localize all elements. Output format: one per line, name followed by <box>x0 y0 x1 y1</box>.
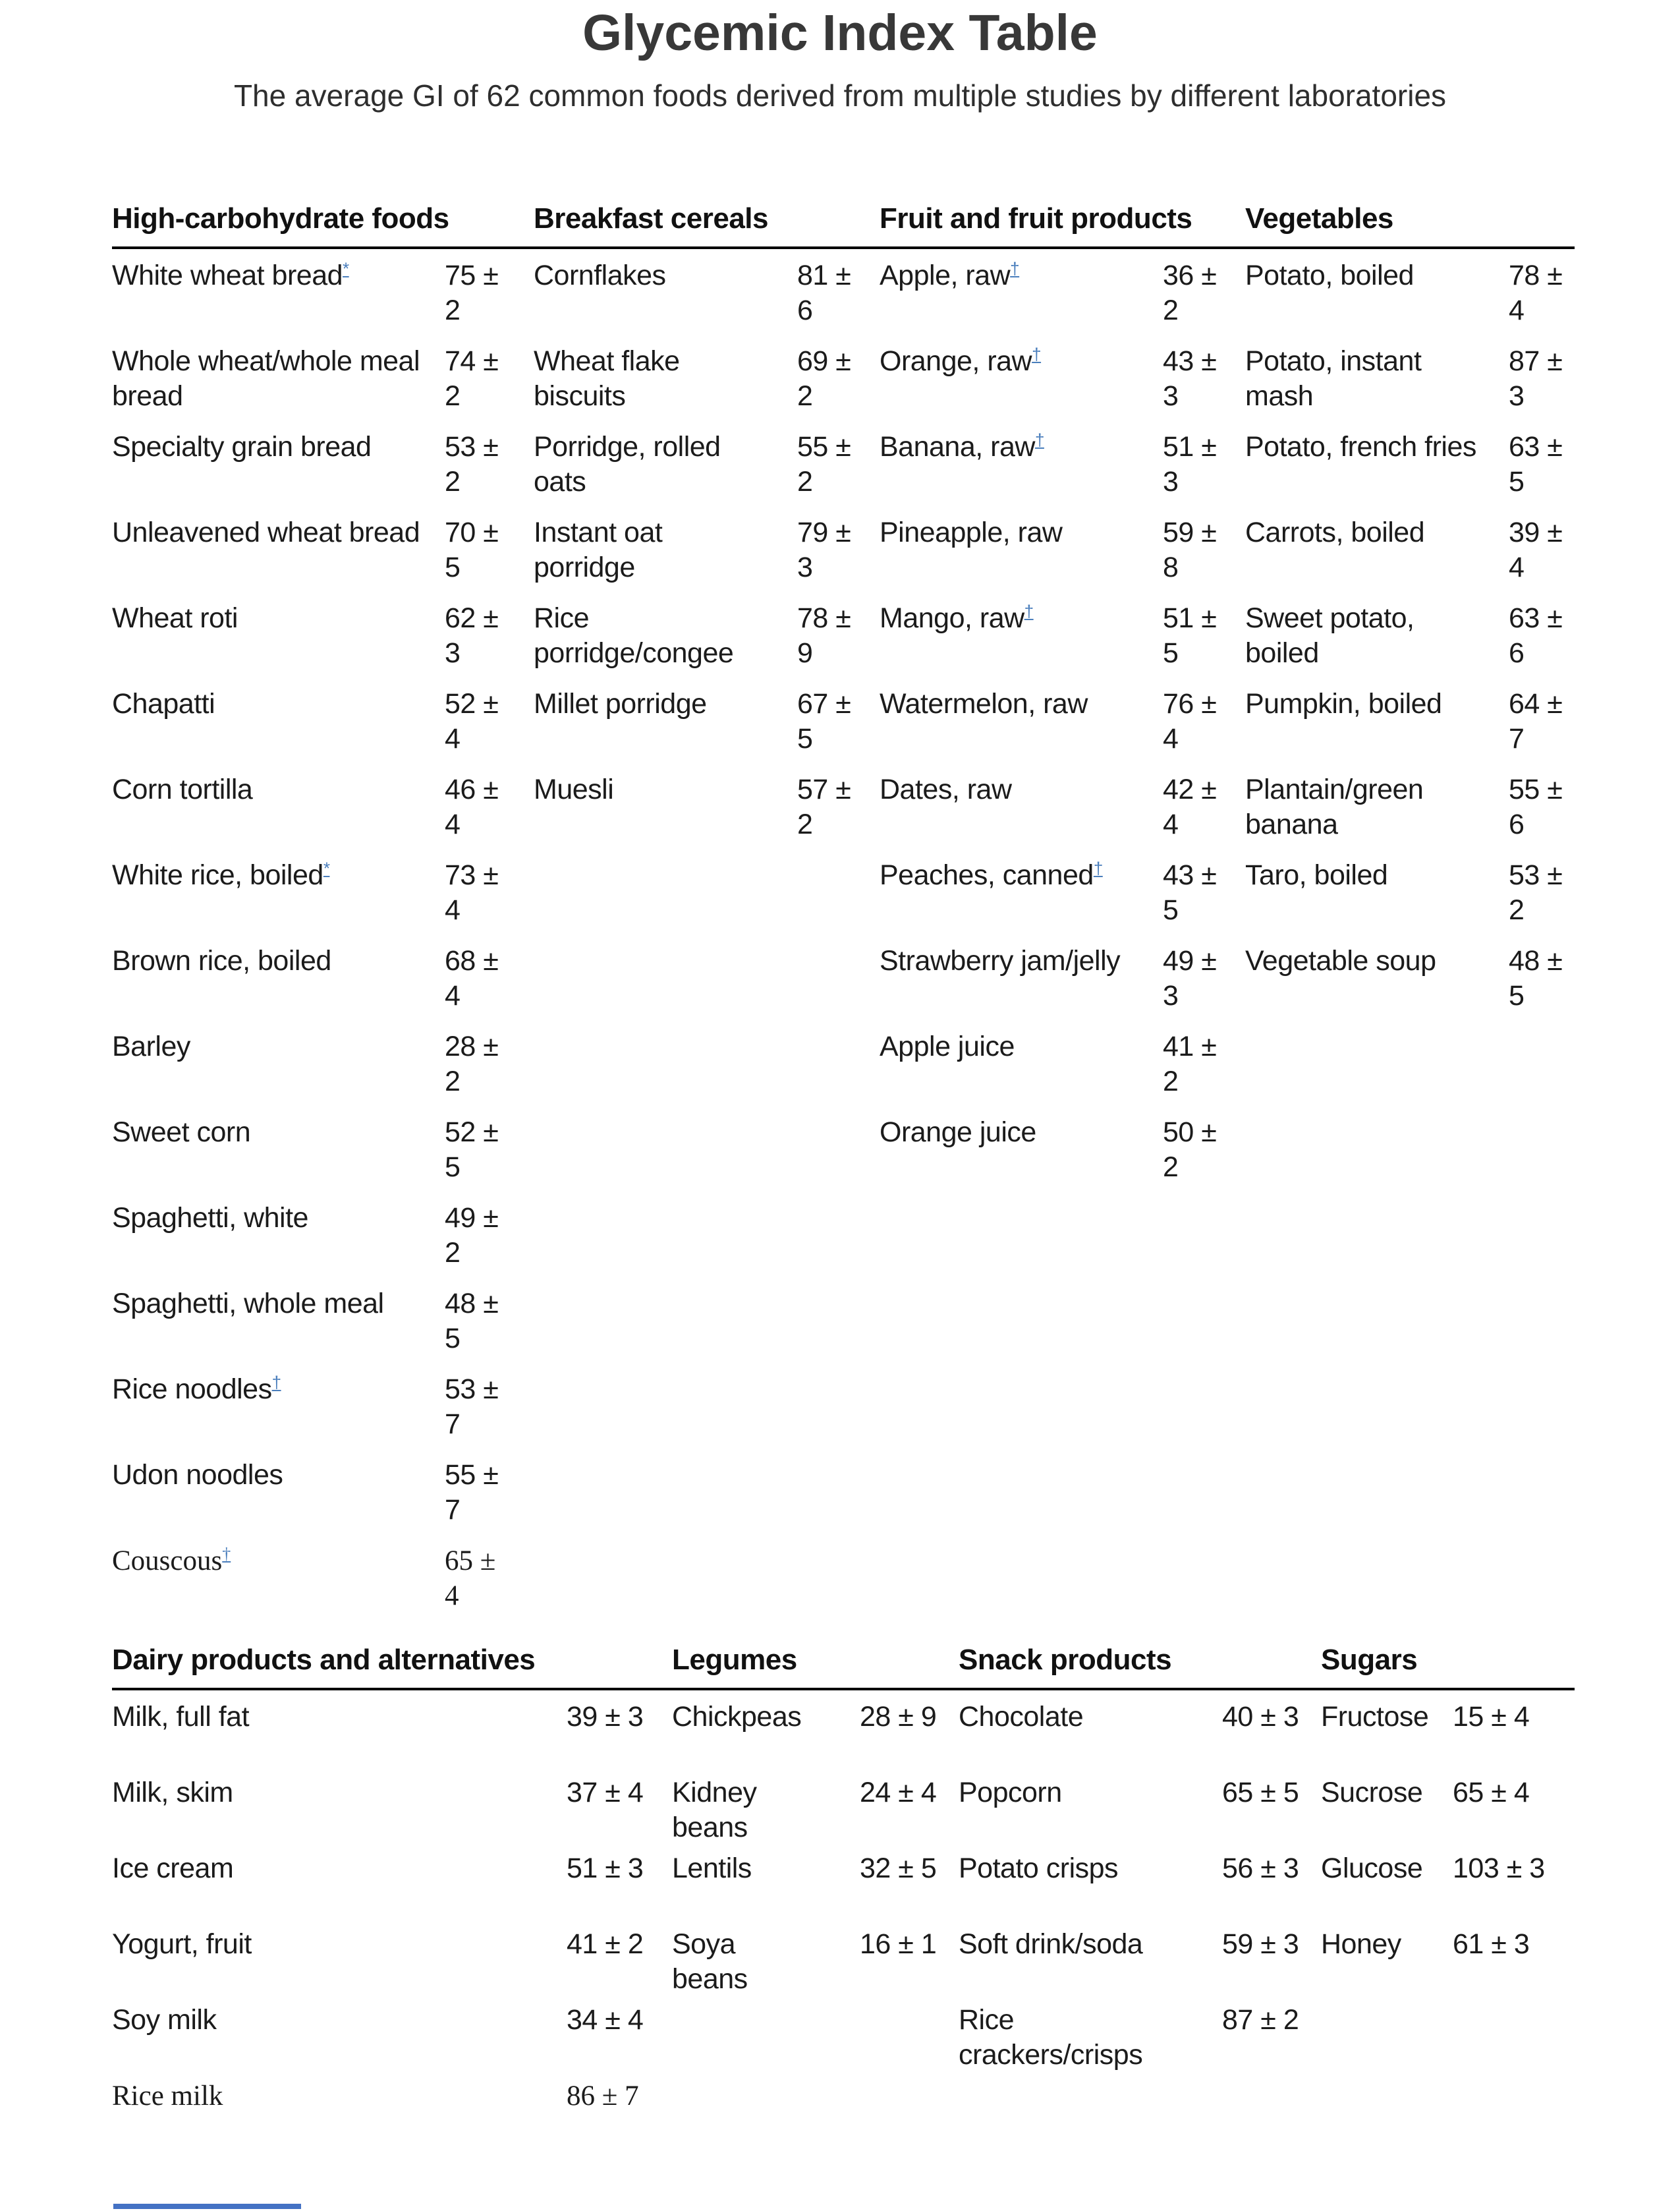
food-name-sucrose: Sucrose <box>1321 1777 1423 1808</box>
food-gi-value: 28 ± 2 <box>445 1031 499 1097</box>
gi-table-bottom <box>112 1638 1575 2154</box>
food-name-white-rice-boiled: White rice, boiled* <box>112 858 330 891</box>
food-name-wheat-flake-biscuits: Wheat flake biscuits <box>534 345 680 412</box>
food-name-rice-crackers-crisps: Rice crackers/crisps <box>959 2004 1143 2071</box>
food-name-peaches-canned: Peaches, canned† <box>880 858 1103 891</box>
footnote-marker-link[interactable]: † <box>271 1372 281 1393</box>
food-gi-value: 53 ± 7 <box>445 1373 499 1440</box>
food-gi-value: 49 ± 2 <box>445 1202 499 1269</box>
column-header-breakfast-cereals: Breakfast cereals <box>534 202 768 235</box>
food-name-banana-raw: Banana, raw† <box>880 430 1044 463</box>
food-gi-value: 28 ± 9 <box>860 1701 937 1733</box>
food-name-rice-milk: Rice milk <box>112 2081 223 2111</box>
column-header-snack-products: Snack products <box>959 1644 1172 1676</box>
food-gi-value: 63 ± 6 <box>1509 602 1563 669</box>
food-gi-value: 86 ± 7 <box>567 2081 639 2111</box>
food-name-watermelon-raw: Watermelon, raw <box>880 688 1088 720</box>
food-gi-value: 75 ± 2 <box>445 260 499 326</box>
food-name-udon-noodles: Udon noodles <box>112 1459 283 1491</box>
food-name-vegetable-soup: Vegetable soup <box>1245 945 1436 977</box>
food-gi-value: 16 ± 1 <box>860 1928 937 1960</box>
food-gi-value: 57 ± 2 <box>797 774 851 840</box>
food-name-chapatti: Chapatti <box>112 688 215 720</box>
food-name-millet-porridge: Millet porridge <box>534 688 707 720</box>
food-name-ice-cream: Ice cream <box>112 1852 234 1884</box>
food-gi-value: 59 ± 3 <box>1222 1928 1299 1960</box>
food-name-whole-wheat-whole-meal-bread: Whole wheat/whole meal bread <box>112 345 420 412</box>
food-name-brown-rice-boiled: Brown rice, boiled <box>112 945 331 977</box>
food-gi-value: 79 ± 3 <box>797 517 851 583</box>
food-name-plantain-green-banana: Plantain/green banana <box>1245 774 1424 840</box>
food-gi-value: 64 ± 7 <box>1509 688 1563 755</box>
food-name-carrots-boiled: Carrots, boiled <box>1245 517 1425 548</box>
food-name-instant-oat-porridge: Instant oat porridge <box>534 517 663 583</box>
food-name-specialty-grain-bread: Specialty grain bread <box>112 431 372 463</box>
food-gi-value: 62 ± 3 <box>445 602 499 669</box>
food-gi-value: 52 ± 5 <box>445 1116 499 1183</box>
food-gi-value: 73 ± 4 <box>445 859 499 926</box>
food-name-lentils: Lentils <box>672 1852 752 1884</box>
food-gi-value: 53 ± 2 <box>445 431 499 498</box>
food-gi-value: 53 ± 2 <box>1509 859 1563 926</box>
food-gi-value: 39 ± 3 <box>567 1701 644 1733</box>
food-gi-value: 87 ± 3 <box>1509 345 1563 412</box>
food-name-strawberry-jam-jelly: Strawberry jam/jelly <box>880 945 1121 977</box>
food-name-apple-raw: Apple, raw† <box>880 258 1020 291</box>
food-name-corn-tortilla: Corn tortilla <box>112 774 253 805</box>
food-gi-value: 42 ± 4 <box>1163 774 1217 840</box>
food-gi-value: 50 ± 2 <box>1163 1116 1217 1183</box>
food-gi-value: 68 ± 4 <box>445 945 499 1012</box>
table-header-row <box>112 146 1575 249</box>
food-gi-value: 37 ± 4 <box>567 1777 644 1808</box>
food-name-pineapple-raw: Pineapple, raw <box>880 517 1063 548</box>
food-gi-value: 63 ± 5 <box>1509 431 1563 498</box>
bottom-blue-bar <box>113 2204 301 2209</box>
food-gi-value: 56 ± 3 <box>1222 1852 1299 1884</box>
food-name-dates-raw: Dates, raw <box>880 774 1012 805</box>
footnote-marker-link[interactable]: † <box>222 1544 231 1564</box>
food-gi-value: 48 ± 5 <box>1509 945 1563 1012</box>
food-name-soft-drink-soda: Soft drink/soda <box>959 1928 1143 1960</box>
footnote-marker-link[interactable]: † <box>1032 344 1042 364</box>
food-name-soya-beans: Soya beans <box>672 1928 748 1995</box>
food-name-pumpkin-boiled: Pumpkin, boiled <box>1245 688 1442 720</box>
food-name-potato-french-fries: Potato, french fries <box>1245 431 1476 463</box>
food-name-orange-juice: Orange juice <box>880 1116 1036 1148</box>
food-gi-value: 15 ± 4 <box>1453 1701 1530 1733</box>
food-name-popcorn: Popcorn <box>959 1777 1062 1808</box>
food-name-rice-porridge-congee: Rice porridge/congee <box>534 602 734 669</box>
food-name-white-wheat-bread: White wheat bread* <box>112 258 349 291</box>
food-gi-value: 24 ± 4 <box>860 1777 937 1808</box>
food-name-sweet-potato-boiled: Sweet potato, boiled <box>1245 602 1414 669</box>
food-name-fructose: Fructose <box>1321 1701 1429 1733</box>
food-gi-value: 61 ± 3 <box>1453 1928 1530 1960</box>
footnote-marker-link[interactable]: † <box>1034 430 1044 450</box>
food-name-porridge-rolled-oats: Porridge, rolled oats <box>534 431 721 498</box>
food-gi-value: 49 ± 3 <box>1163 945 1217 1012</box>
food-gi-value: 65 ± 4 <box>445 1545 496 1611</box>
food-gi-value: 40 ± 3 <box>1222 1701 1299 1733</box>
food-name-cornflakes: Cornflakes <box>534 260 666 291</box>
food-gi-value: 51 ± 3 <box>567 1852 644 1884</box>
food-name-potato-instant-mash: Potato, instant mash <box>1245 345 1422 412</box>
food-name-muesli: Muesli <box>534 774 614 805</box>
food-name-unleavened-wheat-bread: Unleavened wheat bread <box>112 517 420 548</box>
food-name-taro-boiled: Taro, boiled <box>1245 859 1388 891</box>
food-name-spaghetti-white: Spaghetti, white <box>112 1202 308 1234</box>
food-gi-value: 41 ± 2 <box>567 1928 644 1960</box>
food-name-soy-milk: Soy milk <box>112 2004 217 2036</box>
gi-table-top <box>112 146 1575 1629</box>
food-name-honey: Honey <box>1321 1928 1401 1960</box>
food-gi-value: 46 ± 4 <box>445 774 499 840</box>
page-title: Glycemic Index Table <box>582 5 1098 61</box>
column-header-high-carbohydrate-foods: High-carbohydrate foods <box>112 202 449 235</box>
food-gi-value: 34 ± 4 <box>567 2004 644 2036</box>
food-gi-value: 55 ± 2 <box>797 431 851 498</box>
food-name-wheat-roti: Wheat roti <box>112 602 238 634</box>
column-header-legumes: Legumes <box>672 1644 797 1676</box>
food-name-couscous: Couscous† <box>112 1544 231 1576</box>
food-name-potato-crisps: Potato crisps <box>959 1852 1119 1884</box>
table-body <box>112 1690 1575 2154</box>
food-gi-value: 69 ± 2 <box>797 345 851 412</box>
column-header-sugars: Sugars <box>1321 1644 1418 1676</box>
food-gi-value: 70 ± 5 <box>445 517 499 583</box>
food-gi-value: 51 ± 5 <box>1163 602 1217 669</box>
food-gi-value: 81 ± 6 <box>797 260 851 326</box>
footnote-marker-link[interactable]: † <box>1093 858 1103 878</box>
footnote-marker-link[interactable]: * <box>323 858 330 878</box>
food-gi-value: 48 ± 5 <box>445 1288 499 1354</box>
table-header-row <box>112 1638 1575 1690</box>
column-header-vegetables: Vegetables <box>1245 202 1393 235</box>
food-gi-value: 67 ± 5 <box>797 688 851 755</box>
food-gi-value: 103 ± 3 <box>1453 1852 1545 1884</box>
table-body <box>112 249 1575 1629</box>
food-gi-value: 55 ± 7 <box>445 1459 499 1526</box>
food-name-sweet-corn: Sweet corn <box>112 1116 251 1148</box>
food-gi-value: 43 ± 3 <box>1163 345 1217 412</box>
food-name-potato-boiled: Potato, boiled <box>1245 260 1414 291</box>
food-name-apple-juice: Apple juice <box>880 1031 1015 1062</box>
footnote-marker-link[interactable]: † <box>1010 258 1020 279</box>
food-gi-value: 36 ± 2 <box>1163 260 1217 326</box>
food-name-barley: Barley <box>112 1031 190 1062</box>
food-gi-value: 51 ± 3 <box>1163 431 1217 498</box>
food-gi-value: 55 ± 6 <box>1509 774 1563 840</box>
page-subtitle: The average GI of 62 common foods derived from multiple studies by different laboratories <box>233 78 1447 113</box>
food-gi-value: 41 ± 2 <box>1163 1031 1217 1097</box>
food-gi-value: 32 ± 5 <box>860 1852 937 1884</box>
food-gi-value: 52 ± 4 <box>445 688 499 755</box>
food-name-mango-raw: Mango, raw† <box>880 601 1034 634</box>
food-gi-value: 76 ± 4 <box>1163 688 1217 755</box>
food-gi-value: 78 ± 9 <box>797 602 851 669</box>
food-name-milk-skim: Milk, skim <box>112 1777 233 1808</box>
food-name-rice-noodles: Rice noodles† <box>112 1372 281 1405</box>
food-gi-value: 59 ± 8 <box>1163 517 1217 583</box>
food-gi-value: 78 ± 4 <box>1509 260 1563 326</box>
food-name-yogurt-fruit: Yogurt, fruit <box>112 1928 252 1960</box>
food-gi-value: 87 ± 2 <box>1222 2004 1299 2036</box>
food-gi-value: 65 ± 4 <box>1453 1777 1530 1808</box>
food-gi-value: 39 ± 4 <box>1509 517 1563 583</box>
food-gi-value: 74 ± 2 <box>445 345 499 412</box>
column-header-fruit-and-fruit-products: Fruit and fruit products <box>880 202 1192 235</box>
food-name-spaghetti-whole-meal: Spaghetti, whole meal <box>112 1288 384 1319</box>
food-name-chickpeas: Chickpeas <box>672 1701 802 1733</box>
food-name-glucose: Glucose <box>1321 1852 1423 1884</box>
food-gi-value: 43 ± 5 <box>1163 859 1217 926</box>
food-name-orange-raw: Orange, raw† <box>880 344 1042 377</box>
footnote-marker-link[interactable]: † <box>1024 601 1034 621</box>
food-name-milk-full-fat: Milk, full fat <box>112 1701 250 1733</box>
column-header-dairy-products-and-alternatives: Dairy products and alternatives <box>112 1644 536 1676</box>
food-name-kidney-beans: Kidney beans <box>672 1777 757 1843</box>
footnote-marker-link[interactable]: * <box>343 258 349 279</box>
food-name-chocolate: Chocolate <box>959 1701 1084 1733</box>
food-gi-value: 65 ± 5 <box>1222 1777 1299 1808</box>
